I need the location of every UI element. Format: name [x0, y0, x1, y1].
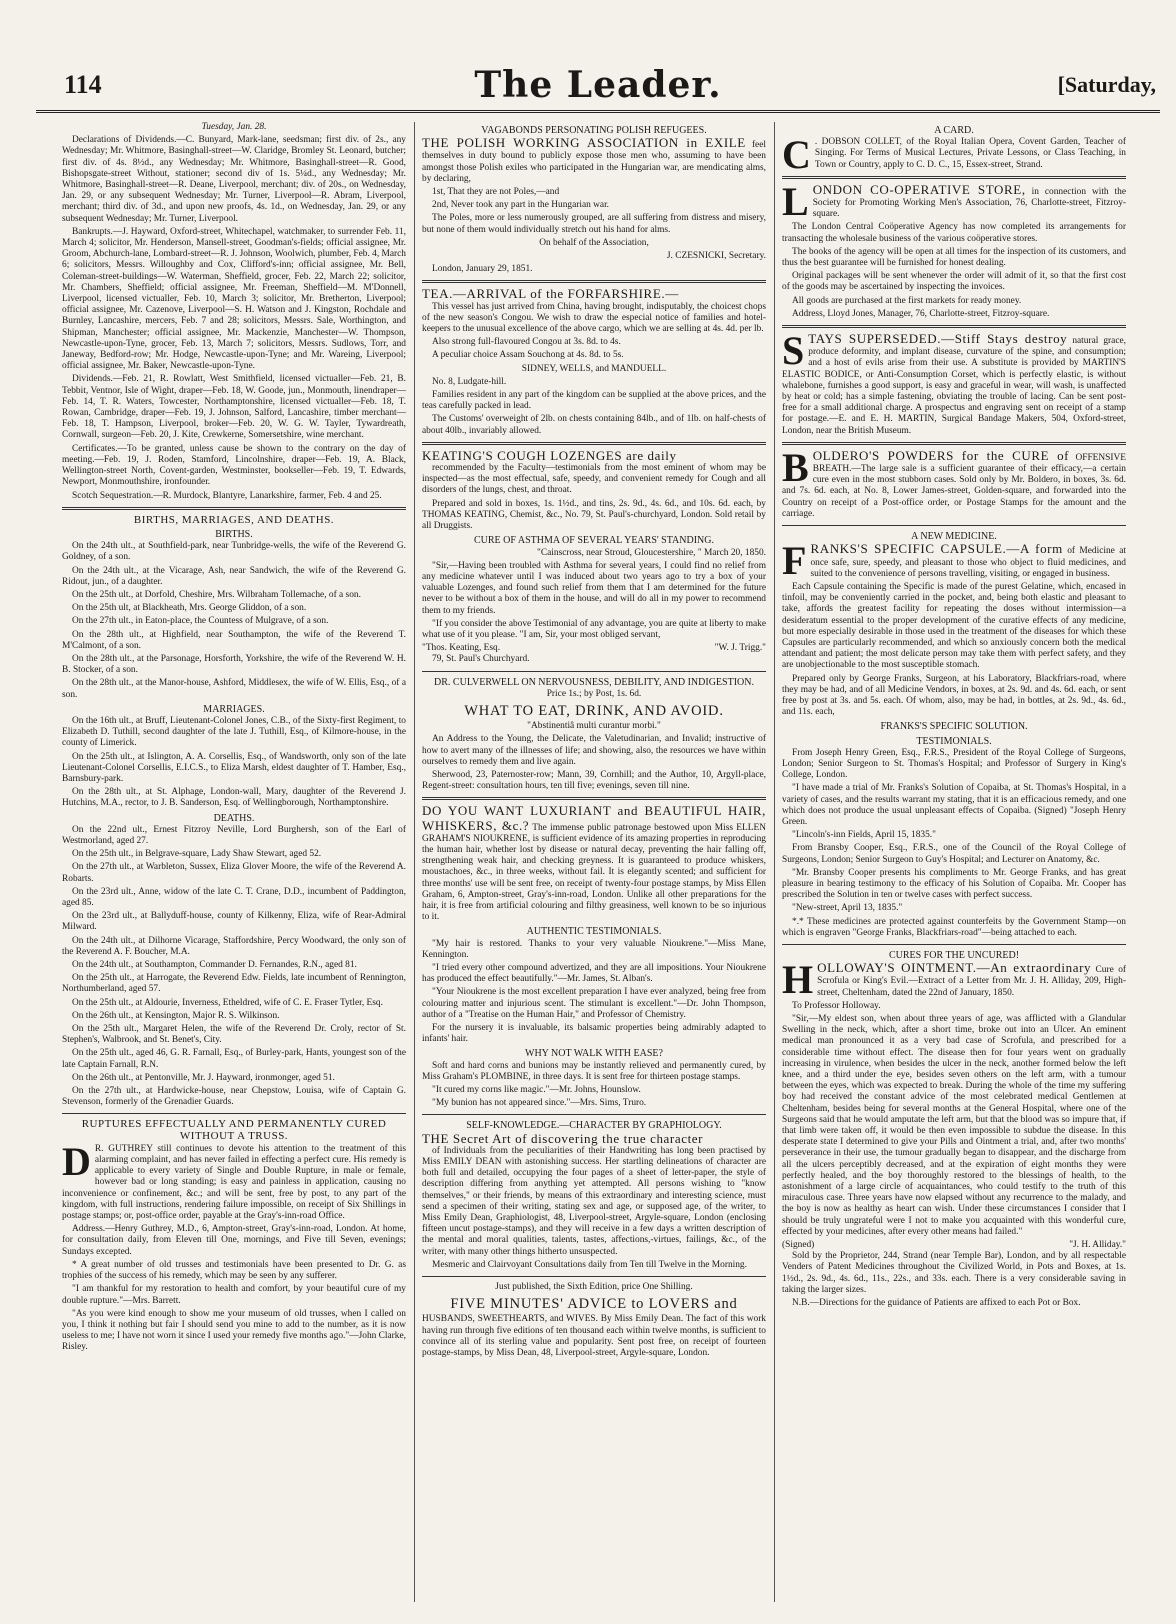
hair-testimonial: "My hair is restored. Thanks to your very valuable Nioukrene."—Miss Mane, Kennington.	[422, 938, 766, 960]
guthrey-advert: D R. GUTHREY still continues to devote his attention to the treatment of this alarming complaint, and has never failed in effecting a perfect cure. His remedy is applicable to every variety of Single and Double Rupture, in male or female, however bad or long standing; is easy and painless in application, causing no inconvenience or confinement, &c.; and will be sent, free by post, to any part of the kingdom, with full instructions, rendering failure impossible, on receipt of Six Shillings in postage stamps; or, post-office order, payable at the Gray's-inn-road Office.	[62, 1138, 406, 1222]
keating-heading: KEATING'S COUGH LOZENGES are daily	[422, 447, 677, 463]
section-divider	[422, 1276, 766, 1277]
section-divider	[782, 525, 1126, 526]
guthrey-trusses: * A great number of old trusses and testimonials have been presented to Dr. G. as trophies of the success of his remedy, which may be seen by any sufferer.	[62, 1259, 406, 1282]
gazette-certificates: Certificates.—To be granted, unless cause be shown to the contrary on the day of meeting.—Feb. 19, J. Roden, Stamford, Lincolnshire, draper—Feb. 19, A. Black, Wellington-street North, Covent-garden, Westminster, bookseller—Feb. 19, T. Edwards, Newport, Monmouthshire, ironfounder.	[62, 443, 406, 488]
franks-testimonial: From Joseph Henry Green, Esq., F.R.S., President of the Royal College of Surgeons, London; Senior Surgeon to St. Thomas's Hospital; and Professor of Surgery in King's College, London.	[782, 747, 1126, 781]
death-notice: On the 25th ult., at Harrogate, the Reverend Edw. Fields, late incumbent of Rennington, Northumberland, aged 57.	[62, 973, 406, 995]
keating-text: Prepared and sold in boxes, 1s. 1½d., and tins, 2s. 9d., 4s. 6d., and 10s. 6d. each, by THOMAS KEATING, Chemist, &c., No. 79, St. Paul's-churchyard, London. Sold retail by all Druggists.	[422, 498, 766, 532]
drop-cap: S	[782, 328, 805, 374]
coop-advert: LONDON CO-OPERATIVE STORE, in connection with the Society for Promoting Working Men's Association, 76, Charlotte-street, Fitzroy-square.	[782, 178, 1126, 224]
asthma-title: CURE OF ASTHMA OF SEVERAL YEARS' STANDING.	[473, 535, 714, 547]
franks-testimonial: "Mr. Bransby Cooper presents his compliments to Mr. George Franks, and has great pleasure in bearing testimony to the efficacy of his Solution of Copaiba. Mr. Cooper has prescribed the Solution in ten or twelve cases with perfect success.	[782, 867, 1126, 901]
franks-title: A NEW MEDICINE.	[911, 531, 997, 543]
marriage-notice: On the 25th ult., at Islington, A. A. Corsellis, Esq., of Wandsworth, only son of the late Lieutenant-Colonel Corsellis, E.I.C.S., to Eliza Marsh, eldest daughter of T. Hamber, Esq., Barnsbury-park.	[62, 751, 406, 784]
birth-notice: On the 25th ult., at Dorfold, Cheshire, Mrs. Wilbraham Tollemache, of a son.	[72, 589, 361, 600]
masthead	[36, 64, 1160, 113]
franks-text: Each Capsule containing the Specific is made of the purest Gelatine, which, encased in tinfoil, may be conveniently carried in the pocket, and, being both elastic and pleasant to take, affords the greatest facility for repeating the doses without intermission—a desideratum essential to the proper development of the curative effects of any medicine, but more especially desirable in those used in the treatment of the diseases for which these Capsules are particularly recommended, and which so anxiously concern both the medical attendant and patient; the most delicate person may take them with perfect safety, and they are unobjectionable to the most susceptible stomach.	[782, 581, 1126, 671]
corns-testimonial: "It cured my corns like magic."—Mr. Johns, Hounslow.	[432, 1085, 641, 1096]
card-advert: C . DOBSON COLLET, of the Royal Italian Opera, Covent Garden, Teacher of Singing. For Terms of Musical Lectures, Private Lessons, or Class Teaching, in Town or Country, apply to C. D. C., 15, Essex-street, Strand.	[782, 132, 1126, 178]
coop-text: Address, Lloyd Jones, Manager, 76, Charlotte-street, Fitzroy-square.	[792, 308, 1050, 319]
page-number: 114	[64, 70, 102, 99]
franks-testimonial: From Bransby Cooper, Esq., F.R.S., one of the Council of the Royal College of Surgeons, London; Senior Surgeon to Guy's Hospital; and Lecturer on Anatomy, &c.	[782, 843, 1126, 865]
marriage-notice: On the 16th ult., at Bruff, Lieutenant-Colonel Jones, C.B., of the Sixty-first Regiment, to Elizabeth D. Tuthill, second daughter of the late J. Tuthill, Esq., of Kilmore-house, in the county of Limerick.	[62, 715, 406, 749]
five-heading: FIVE MINUTES' ADVICE to LOVERS and	[450, 1296, 738, 1313]
death-notice: On the 23rd ult., at Ballyduff-house, county of Kilkenny, Eliza, wife of Rear-Admiral Milward.	[62, 911, 406, 933]
column-right	[782, 122, 1126, 1602]
birth-notice: On the 25th ult, at Blackheath, Mrs. George Gliddon, of a son.	[72, 603, 307, 614]
gazette-scotch: Scotch Sequestration.—R. Murdock, Blantyre, Lanarkshire, farmer, Feb. 4 and 25.	[72, 490, 382, 501]
guthrey-testimonial: "I am thankful for my restoration to health and comfort, by your beautiful cure of my double rupture."—Mrs. Barrett.	[62, 1284, 406, 1306]
guthrey-address: Address.—Henry Guthrey, M.D., 6, Ampton-street, Gray's-inn-road, London. At home, for consultation daily, from Eleven till One, mornings, and Five till Seven, evenings; Sundays excepted.	[62, 1224, 406, 1257]
corns-title: WHY NOT WALK WITH EASE?	[525, 1048, 663, 1060]
coop-text: All goods are purchased at the first markets for ready money.	[792, 295, 1022, 306]
tea-text: Families resident in any part of the kingdom can be supplied at the above prices, and the teas carefully packed in lead.	[422, 390, 766, 412]
newspaper-title: The Leader.	[474, 64, 722, 106]
polish-date: London, January 29, 1851.	[432, 264, 533, 275]
holloway-signature: (Signed) "J. H. Alliday."	[782, 1240, 1126, 1251]
death-notice: On the 26th ult., at Pentonville, Mr. J. Hayward, ironmonger, aged 51.	[72, 1072, 335, 1083]
holloway-letter: "Sir,—My eldest son, when about three years of age, was afflicted with a Glandular Swelling in the neck, which, after a short time, broke out into an Ulcer. An eminent medical man pronounced it as a very bad case of Scrofula, and prescribed for a considerable time without effect. The disease then for four years went on gradually increasing in virulence, when besides the ulcer in the neck, another formed below the left knee, and a third under the eye, besides seven others on the left arm, with a tumour between the eyes, which was expected to break. During the whole of the time my suffering boy had received the constant advice of the most celebrated medical Gentlemen at Cheltenham, besides being for several months at the General Hospital, where one of the Surgeons said that he would amputate the left arm, but that the blood was so impure that, if that limb were taken off, it would be then even impossible to subdue the disease. In this desperate state I determined to give your Pills and Ointment a trial, and, after two months' perseverance in their use, the tumour gradually began to disappear, and the discharge from all the ulcers perceptibly decreased, and at the expiration of eight months they were perfectly healed, and the boy thoroughly restored to the blessings of health, to the astonishment of a large circle of acquaintances, who could testify to the truth of this miraculous case. Three years have now elapsed without any recurrence to the malady, and the boy is now as healthy as heart can wish. Under these circumstances I consider that I should be truly ungrateful were I not to make you acquainted with this wonderful cure, effected by your medicines, after every other means had failed."	[782, 1014, 1126, 1237]
tea-text: This vessel has just arrived from China, having brought, indisputably, the choicest chops of the new season's Congou. We wish to draw the especial notice of families and hotel-keepers to the unusual excellence of the above cargo, which we are selling at 4s. 4d. per lb.	[422, 301, 766, 335]
death-notice: On the 25th ult., at Aldourie, Inverness, Etheldred, wife of C. E. Fraser Tytler, Esq.	[72, 997, 383, 1008]
asthma-address: 79, St. Paul's Churchyard.	[432, 654, 530, 665]
tea-address: No. 8, Ludgate-hill.	[432, 376, 507, 387]
hair-testimonial: "Your Nioukrene is the most excellent preparation I have ever analyzed, being free from colouring matter and injurious scent. The stimulant is excellent."—Dr. John Thompson, author of a "Treatise on the Human Hair," and Professor of Chemistry.	[422, 987, 766, 1020]
culverwell-title: DR. CULVERWELL ON NERVOUSNESS, DEBILITY, AND INDIGESTION.	[434, 676, 754, 688]
column-rule	[774, 122, 775, 1602]
culverwell-text: An Address to the Young, the Delicate, the Valetudinarian, and Invalid; instructive of how to avert many of the illnesses of life; and showing, also, the resources we have within ourselves to remedy them and live again.	[422, 734, 766, 767]
section-divider	[782, 944, 1126, 945]
section-divider	[62, 507, 406, 510]
section-divider	[422, 797, 766, 800]
marriages-heading: MARRIAGES.	[203, 703, 265, 715]
franks-testimonial: "Lincoln's-inn Fields, April 15, 1835."	[792, 830, 936, 841]
section-divider	[782, 176, 1126, 179]
tea-text: A peculiar choice Assam Souchong at 4s. 8d. to 5s.	[432, 350, 624, 361]
boldero-advert: BOLDERO'S POWDERS for the CURE of OFFENSIVE BREATH.—The large sale is a sufficient guarantee of their efficacy,—a certain cure even in the most stubborn cases. Sold only by Mr. Boldero, in boxes, 3s. 6d. and 7s. 6d. each, at No. 8, Lower James-street, Golden-square, and forwarded into the Country on receipt of a Post-office order, or Postage Stamps for the amount and the carriage.	[782, 444, 1126, 519]
birth-notice: On the 27th ult., in Eaton-place, the Countess of Mulgrave, of a son.	[72, 616, 329, 627]
drop-cap: C	[782, 132, 811, 178]
section-divider	[422, 1114, 766, 1115]
franks-solution: FRANKS'S SPECIFIC SOLUTION.	[880, 721, 1028, 733]
section-divider	[422, 280, 766, 283]
culverwell-heading: WHAT TO EAT, DRINK, AND AVOID.	[464, 702, 724, 719]
gazette-dividends: Declarations of Dividends.—C. Bunyard, Mark-lane, seedsman; first div. of 2s., any Wednesday; Mr. Whitmore, Basinghall-street—W. Claridge, Bromley St. Leonard, butcher; first div. of 4s. 8½d., any Wednesday; Mr. Whitmore, Basinghall-street—R. Good, Bishopsgate-street Without, stationer; second div of 1s. 5¼d., any Wednesday; Mr. Whitmore, Basinghall-street—R. Deane, Liverpool, merchant; div. of 20s., on Wednesday, Jan. 29, or any subsequent Wednesday; Mr. Turner, Liverpool—R. Abram, Liverpool, merchant; third div. of 3d., and upon new proofs, 4s. 1d., on Wednesday, Jan. 29, or any subsequent Wednesday; Mr. Turner, Liverpool.	[62, 135, 406, 224]
death-notice: On the 22nd ult., Ernest Fitzroy Neville, Lord Burghersh, son of the Earl of Westmorland, aged 27.	[62, 824, 406, 846]
keating-text: recommended by the Faculty—testimonials from the most eminent of whom may be inspected—as the most effectual, safe, speedy, and convenient remedy for Cough and all disorders of the lungs, chest, and throat.	[422, 463, 766, 496]
section-divider	[62, 1113, 406, 1114]
polish-secretary: J. CZESNICKI, Secretary.	[666, 251, 766, 262]
holloway-salutation: To Professor Holloway.	[792, 1000, 881, 1011]
franks-testimonials-title: TESTIMONIALS.	[916, 735, 992, 747]
birth-notice: On the 28th ult., at the Manor-house, Ashford, Middlesex, the wife of W. Ellis, Esq., of a son.	[62, 678, 406, 700]
drop-cap: L	[782, 178, 809, 224]
death-notice: On the 27th ult., at Warbleton, Sussex, Eliza Glover Moore, the wife of the Reverend A. Robarts.	[62, 862, 406, 884]
asthma-signature: "Thos. Keating, Esq. "W. J. Trigg."	[422, 643, 766, 654]
coop-text: The London Central Coöperative Agency has now completed its arrangements for transacting the wholesale business of the various coöperative stores.	[782, 222, 1126, 244]
death-notice: On the 25th ult., Margaret Helen, the wife of the Reverend Dr. Croly, rector of St. Stephen's, Walbrook, and St. Benet's, City.	[62, 1024, 406, 1046]
death-notice: On the 23rd ult., Anne, widow of the late C. T. Crane, D.D., incumbent of Paddington, aged 85.	[62, 886, 406, 908]
drop-cap: D	[62, 1138, 91, 1184]
polish-point: 1st, That they are not Poles,—and	[432, 187, 560, 198]
birth-notice: On the 24th ult., at Southfield-park, near Tunbridge-wells, the wife of the Reverend G. Goldney, of a son.	[62, 541, 406, 563]
asthma-letter: "If you consider the above Testimonial of any advantage, you are quite at liberty to make what use of it you please. "I am, Sir, your most obliged servant,	[422, 618, 766, 640]
holloway-sold: Sold by the Proprietor, 244, Strand (near Temple Bar), London, and by all respectable Venders of Patent Medicines throughout the Civilized World, in Pots and Boxes, at 1s. 1½d., 2s. 9d., 4s. 6d., 11s., 22s., and 33s. each. There is a very considerable saving in taking the larger sizes.	[782, 1251, 1126, 1295]
franks-testimonial: "New-street, April 13, 1835."	[792, 903, 903, 914]
drop-cap: B	[782, 444, 809, 490]
tea-text: Also strong full-flavoured Congou at 3s. 8d. to 4s.	[432, 337, 621, 348]
issue-day: [Saturday,	[1057, 72, 1156, 97]
polish-heading: THE POLISH WORKING ASSOCIATION in EXILE feel themselves in duty bound to publicly expose those men who, assuming to have been amongst those Polish exiles who participated in the Hungarian war, are mendicating alms, by declaring,	[422, 135, 766, 184]
five-published: Just published, the Sixth Edition, price One Shilling.	[495, 1282, 693, 1293]
holloway-note: N.B.—Directions for the guidance of Patients are affixed to each Pot or Box.	[792, 1298, 1081, 1309]
holloway-advert: HOLLOWAY'S OINTMENT.—An extraordinary Cure of Scrofula or King's Evil.—Extract of a Letter from Mr. J. H. Alliday, 209, High-street, Cheltenham, dated the 22nd of January, 1850.	[782, 957, 1126, 1003]
death-notice: On the 24th ult., at Southampton, Commander D. Fernandes, R.N., aged 81.	[72, 960, 357, 971]
coop-text: The books of the agency will be open at all times for the inspection of its customers, and thus the best guarantee will be furnished for honest dealing.	[782, 246, 1126, 269]
hair-testimonial: "I tried every other compound advertized, and they are all impositions. Your Nioukrene has produced the effect beautifully."—Mr. James, St. Alban's.	[422, 963, 766, 985]
gazette-date: Tuesday, Jan. 28.	[201, 122, 267, 132]
column-middle	[422, 122, 766, 1602]
tea-heading: TEA.—ARRIVAL of the FORFARSHIRE.—	[422, 286, 679, 302]
corns-text: Soft and hard corns and bunions may be instantly relieved and permanently cured, by Miss Graham's PLOMBINE, in three days. It is sent free for thirteen postage stamps.	[422, 1060, 766, 1082]
births-heading: BIRTHS.	[215, 528, 253, 540]
grapho-text: of Individuals from the peculiarities of their Handwriting has long been practised by Miss EMILY DEAN with astonishing success. Her startling delineations of character are both full and detailed, occupying the four pages of a sheet of letter-paper, the style of description differing from anything yet attempted. All persons wishing to "know themselves," or their friends, by means of this extraordinary and interesting science, must send a specimen of their writing, stating sex and age, or supposed age, of the writer, to Miss Emily Dean, Graphiologist, 48, Liverpool-street, Argyle-square, London (enclosing fifteen uncut postage-stamps), and they will receive in a few days a written description of the mental and moral qualities, talents, tastes, affections,-virtues, failings, &c., of the writer, with many other things hitherto unsuspected.	[422, 1145, 766, 1257]
grapho-title: SELF-KNOWLEDGE.—CHARACTER BY GRAPHIOLOGY.	[466, 1120, 722, 1132]
grapho-heading: THE Secret Art of discovering the true character	[422, 1130, 704, 1146]
birth-notice: On the 28th ult., at Highfield, near Southampton, the wife of the Reverend T. M'Calmont, of a son.	[62, 629, 406, 651]
section-divider	[422, 442, 766, 445]
culverwell-motto: "Abstinentiâ multi curantur morbi."	[527, 721, 661, 732]
guthrey-testimonial: "As you were kind enough to show me your museum of old trusses, when I called on you, I think it nothing but fair I should send you mine to add to the number, as it is now useless to me; I have not worn it since I used your remedy five months ago."—John Clarke, Risley.	[62, 1308, 406, 1353]
tea-text: The Customs' overweight of 2lb. on chests containing 84lb., and of 1lb. on half-chests of about 40lb., invariably allowed.	[422, 414, 766, 436]
birth-notice: On the 28th ult., at the Parsonage, Horsforth, Yorkshire, the wife of the Reverend W. H. B. Stocker, of a son.	[62, 653, 406, 676]
holloway-title: CURES FOR THE UNCURED!	[888, 950, 1020, 961]
deaths-heading: DEATHS.	[213, 812, 255, 824]
death-notice: On the 25th ult., in Belgrave-square, Lady Shaw Stewart, aged 52.	[72, 849, 322, 860]
polish-signature: On behalf of the Association,	[539, 237, 649, 248]
section-divider	[782, 442, 1126, 445]
franks-text: Prepared only by George Franks, Surgeon, at his Laboratory, Blackfriars-road, where they may be had, and of all Medicine Vendors, in boxes, at 2s. 9d. and 4s. 6d. each, or sent free by post at 3s. and 5s. each. Of whom, also, may be had, in bottles, at 2s. 9d., 4s. 6d., and 11s. each,	[782, 673, 1126, 718]
asthma-location: "Cainscross, near Stroud, Gloucestershire, " March 20, 1850.	[537, 547, 766, 558]
drop-cap: H	[782, 957, 814, 1003]
gazette-dividends-2: Dividends.—Feb. 21, R. Rowlatt, West Smithfield, licensed victualler—Feb. 21, B. Tebbit, Ventnor, Isle of Wight, draper—Feb. 18, W. Goode, jun., Monmouth, linendraper—Feb. 14, T. R. Waters, Towcester, Northamptonshire, licensed victualler—Feb. 18, T. Rowan, Cambridge, draper—Feb. 19, J. Johnson, Salford, Lancashire, timber merchant—Feb. 18, T. Hampson, Liverpool, broker—Feb. 20, W. G. W. Tayler, Tywardreath, Cornwall, surgeon—Feb. 20, J. Kite, Crewkerne, Somersetshire, wine merchant.	[62, 374, 406, 441]
death-notice: On the 24th ult., at Dilhorne Vicarage, Staffordshire, Percy Woodward, the only son of the Reverend A. F. Boucher, M.A.	[62, 935, 406, 957]
section-divider	[782, 325, 1126, 328]
polish-point: 2nd, Never took any part in the Hungarian war.	[432, 200, 610, 211]
tea-signature: SIDNEY, WELLS, and MANDUELL.	[521, 363, 667, 374]
asthma-letter: "Sir,—Having been troubled with Asthma for several years, I could find no relief from any medicine whatever until I was induced about two years ago to try a box of your valuable Lozenges, and found such relief from them that I am determined for the future never to be without a box of them in the house, and will do all in my power to recommend them to my friends.	[422, 560, 766, 616]
gazette-bankrupts: Bankrupts.—J. Hayward, Oxford-street, Whitechapel, watchmaker, to surrender Feb. 11, March 4; solicitor, Mr. Henderson, Mansell-street, Goodman's-fields; official assignee, Mr. Groom, Abchurch-lane, Lombard-street—R. J. Johnson, Woolwich, plumber, Feb. 4, March 6; solicitors, Messrs. Willoughby and Cox, Clifford's-inn; official assignee, Mr. Bell, Coleman-street-buildings—W. Waterman, Sheffield, grocer, Feb. 22, March 22; solicitor, Mr. Chambers, Sheffield; official assignee, Mr. Freeman, Sheffield—M. M'Donnell, Liverpool, licensed victualler, Feb. 10, March 3; solicitor, Mr. Bretherton, Liverpool; official assignee, Mr. Cazenove, Liverpool—S. H. Watson and J. Kingston, Rochdale and Burnley, Lancashire, mercers, Feb. 7 and 28; solicitors, Messrs. Sale, Worthington, and Shipman, Manchester; official assignee, Mr. Mackenzie, Manchester—W. Thompson, Newcastle-upon-Tyne, grocer, Feb. 13, March 7; solicitors, Messrs. Sudlows, Torr, and Janeway, Bedford-row; Mr. Hodge, Newcastle-upon-Tyne; and Mr. Wareing, Liverpool; official assignee, Mr. Baker, Newcastle-upon-Tyne.	[62, 226, 406, 372]
death-notice: On the 27th ult., at Hardwicke-house, near Chepstow, Louisa, wife of Captain G. Stevenson, formerly of the Grenadier Guards.	[62, 1086, 406, 1108]
death-notice: On the 25th ult., aged 46, G. R. Farnall, Esq., of Burley-park, Hants, youngest son of the late Captain Farnall, R.N.	[62, 1048, 406, 1070]
drop-cap: F	[782, 538, 807, 584]
franks-testimonial: "I have made a trial of Mr. Franks's Solution of Copaiba, at St. Thomas's Hospital, in a variety of cases, and the results warrant my stating, that it is an efficacious remedy, and one which does not produce the usual unpleasant effects of Copaiba. (Signed) "Joseph Henry Green.	[782, 783, 1126, 827]
five-text: HUSBANDS, SWEETHEARTS, and WIVES. By Miss Emily Dean. The fact of this work having run through five editions of ten thousand each within twelve months, is sufficient to convince all of its sterling value and popularity. Sent post free, on receipt of fourteen postage-stamps, by Miss Dean, 48, Liverpool-street, Argyle-square, London.	[422, 1314, 766, 1359]
franks-advert: FRANKS'S SPECIFIC CAPSULE.—A form of Medicine at once safe, sure, speedy, and pleasant to those who object to fluid medicines, and suited to the convenience of persons travelling, visiting, or engaged in business.	[782, 538, 1126, 584]
hair-advert: DO YOU WANT LUXURIANT and BEAUTIFUL HAIR, WHISKERS, &c.? The immense public patronage bestowed upon Miss ELLEN GRAHAM'S NIOUKRENE, is sufficient evidence of its amazing properties in reproducing the human hair, whether lost by disease or natural decay, preventing the hair falling off, strengthening weak hair, and checking greyness. It is guaranteed to produce whiskers, moustachoes, &c., in three weeks, without fail. It is elegantly scented; and sufficient for three months' use will be sent free, on receipt of twenty-four postage stamps, by Miss Ellen Graham, 6, Ampton-street, Gray's-inn-road, London. Unlike all other preparations for the hair, it is free from artificial colouring and filthy greasiness, well known to be so injurious to it.	[422, 803, 766, 923]
grapho-text: Mesmeric and Clairvoyant Consultations daily from Ten till Twelve in the Morning.	[432, 1259, 747, 1270]
culverwell-price: Price 1s.; by Post, 1s. 6d.	[546, 688, 642, 699]
hair-testimonial: For the nursery it is invaluable, its balsamic properties being admirably adapted to infants' hair.	[422, 1023, 766, 1045]
column-rule	[414, 122, 415, 1602]
marriage-notice: On the 28th ult., at St. Alphage, London-wall, Mary, daughter of the Reverend J. Hutchins, M.A., rector, to J. B. Sanderson, Esq. of Wellingborough, Northamptonshire.	[62, 787, 406, 809]
polish-title: VAGABONDS PERSONATING POLISH REFUGEES.	[481, 125, 707, 136]
section-divider	[422, 671, 766, 672]
franks-notice: *.* These medicines are protected against counterfeits by the Government Stamp—on which is engraven "George Franks, Blackfriars-road"—being attached to each.	[782, 916, 1126, 938]
column-left	[62, 122, 406, 1602]
coop-text: Original packages will be sent whenever the order will admit of it, so that the first cost of the goods may be ascertained by inspecting the invoices.	[782, 271, 1126, 293]
stays-advert: STAYS SUPERSEDED.—Stiff Stays destroy natural grace, produce deformity, and implant disease, curvature of the spine, and consumption; and a host of evils arise from their use. A substitute is provided by MARTIN'S ELASTIC BODICE, or Anti-Consumption Corset, which is perfectly elastic, is without whalebone, furnishes a good support, is easy and graceful in wear, will wash, is unaffected by heat or cold; has a simple fastening, obviating the trouble of lacing. Can be sent post-free for a small additional charge. A prospectus and engraving sent on receipt of a stamp for postage.—E. and E. H. MARTIN, Surgical Bandage Makers, 504, Oxford-street, London, near the British Museum.	[782, 328, 1126, 436]
culverwell-text: Sherwood, 23, Paternoster-row; Mann, 39, Cornhill; and the Author, 10, Argyll-place, Regent-street: consultation hours, ten till five; evenings, seven till nine.	[422, 769, 766, 792]
card-title: A CARD.	[934, 125, 974, 136]
hair-testimonials-title: AUTHENTIC TESTIMONIALS.	[526, 926, 662, 938]
death-notice: On the 26th ult., at Kensington, Major R. S. Wilkinson.	[72, 1010, 280, 1021]
birth-notice: On the 24th ult., at the Vicarage, Ash, near Sandwich, the wife of the Reverend G. Ridout, jun., of a daughter.	[62, 565, 406, 587]
corns-testimonial: "My bunion has not appeared since."—Mrs. Sims, Truro.	[432, 1098, 647, 1109]
bmd-heading: BIRTHS, MARRIAGES, AND DEATHS.	[133, 513, 335, 526]
ruptures-heading: RUPTURES EFFECTUALLY AND PERMANENTLY CURED WITHOUT A TRUSS.	[81, 1118, 387, 1142]
newspaper-page	[36, 50, 1160, 1610]
polish-text: The Poles, more or less numerously grouped, are all suffering from distress and misery, but none of them would individually stretch out his hand for alms.	[422, 213, 766, 235]
